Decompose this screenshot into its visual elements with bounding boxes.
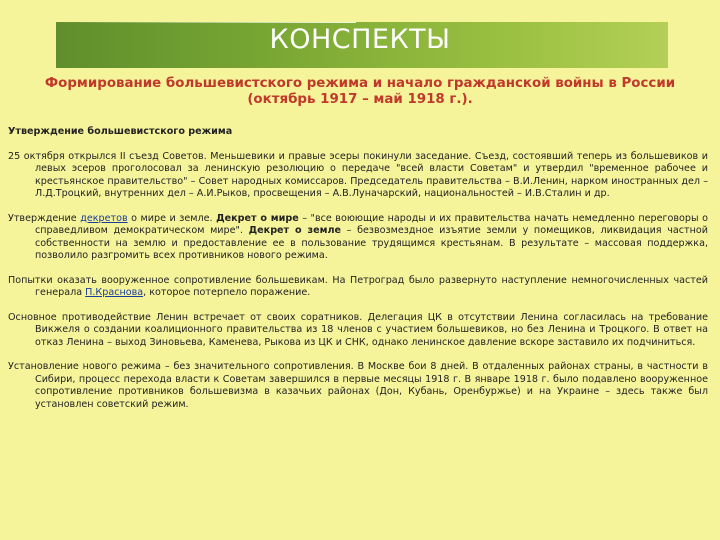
paragraph-decrees-text-4: – безвозмездное изъятие земли у помещиков, ликвидация частной собственности на землю и предоставление ее в пользование трудящимся крестьянам. В результате – массовая поддержка, позволило разгромить всех противников нового режима. — [35, 225, 708, 261]
paragraph-congress: 25 октября открылся II съезд Советов. Меньшевики и правые эсеры покинули заседание. Съезд, состоявший теперь из большевиков и левых эсеров проголосовал за ленинскую резолюцию о передаче "всей власти Советам" и утвердил "временное рабочее и крестьянское правительство" – Совет народных комиссаров. Председатель правительства – В.И.Ленин, нарком иностранных дел – Л.Д.Троцкий, внутренних дел – А.И.Рыков, просвещения – А.В.Луначарский, национальностей – И.В.Сталин и др. — [8, 150, 708, 199]
content-area — [8, 126, 708, 423]
paragraph-resistance-text-2: , которое потерпело поражение. — [143, 287, 311, 298]
paragraph-decrees-text-2: о мире и земле. — [127, 212, 217, 224]
header-divider-line — [56, 22, 356, 23]
section-heading: Утверждение большевистского режима — [8, 126, 233, 137]
subtitle-line-2: (октябрь 1917 – май 1918 г.). — [247, 92, 473, 107]
paragraph-decrees — [8, 213, 708, 263]
paragraph-resistance-text-1: Попытки оказать вооруженное сопротивление большевикам. На Петроград было развернуто наступление немногочисленных частей генерала — [8, 274, 708, 298]
paragraph-decrees-text-1: Утверждение — [8, 212, 81, 224]
subtitle — [20, 76, 700, 108]
decrees-link[interactable]: декретов — [80, 212, 128, 224]
paragraph-resistance — [8, 275, 708, 300]
paragraph-opposition: Основное противодействие Ленин встречает от своих соратников. Делегация ЦК в отсутствии Ленина согласилась на требование Викжеля о создании коалиционного правительства из 18 членов с участием большевиков, но без Ленина и Троцкого. В ответ на отказ Ленина – выход Зиновьева, Каменева, Рыкова из ЦК и СНК, однако ленинское давление вскоре заставило их подчиниться. — [8, 311, 708, 348]
decree-on-land-term: Декрет о земле — [248, 225, 342, 236]
page-title: КОНСПЕКТЫ — [269, 24, 451, 55]
subtitle-line-1: Формирование большевистского режима и начало гражданской войны в России — [44, 76, 676, 91]
paragraph-decrees-text-3: – "все воюющие народы и их правительства начать немедленно переговоры о справедливом демократическом мире". — [35, 212, 708, 236]
krasnov-link[interactable]: П.Краснова — [85, 287, 144, 298]
decree-on-peace-term: Декрет о мире — [216, 212, 299, 224]
paragraph-new-regime: Установление нового режима – без значительного сопротивления. В Москве бои 8 дней. В отдаленных районах страны, в частности в Сибири, процесс перехода власти к Советам завершился в первые месяцы 1918 г. В январе 1918 г. было подавлено вооруженное сопротивление противников большевизма в казачьих районах (Дон, Кубань, Оренбуржье) и на Украине – здесь также был установлен советский режим. — [8, 361, 708, 410]
